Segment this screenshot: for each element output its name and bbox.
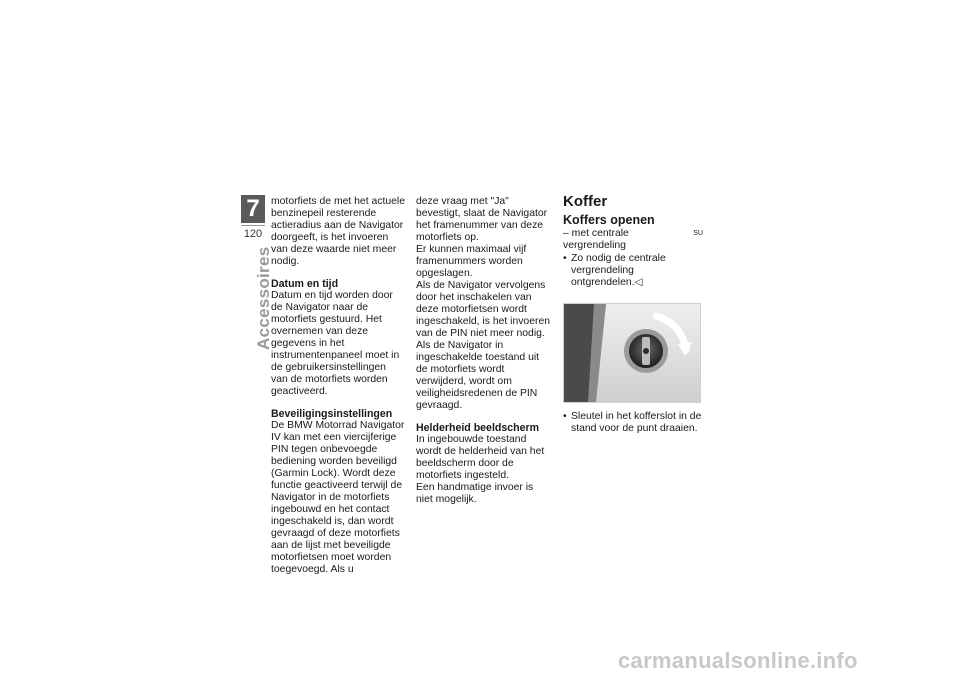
max-paragraph: Er kunnen maximaal vijf framenummers worden opgeslagen. [416, 244, 527, 279]
datum-paragraph: Datum en tijd worden door de Navigator naar de motorfiets gestuurd. Het overnemen van deze gegevens in het instrumentenpaneel moet in de gebruikersinstellingen van de motorfiets worden geactiveerd. [271, 290, 400, 397]
bullet-text: Sleutel in het kofferslot in de stand voor de punt draaien. [571, 411, 702, 434]
subsection-title: Koffers openen [563, 213, 655, 227]
beveiliging-paragraph: De BMW Motorrad Navigator IV kan met een viercijferige PIN tegen onbevoegde bediening worden beveiligd (Garmin Lock). Wordt deze functie geactiveerd terwijl de Navigator in de motorfiets ingebouwd en het contact ingeschakeld is, dan wordt gevraagd of deze motorfiets aan de lijst met beveiligde motorfietsen moet worden toegevoegd. Als u [271, 420, 405, 575]
handmatig-paragraph: Een handmatige invoer is niet mogelijk. [416, 482, 534, 505]
text-column-2 [416, 196, 550, 506]
section-label: Accessoires [254, 246, 273, 350]
section-title: Koffer [563, 193, 608, 210]
text-column-1 [271, 196, 405, 576]
vervolg-paragraph: deze vraag met "Ja" bevestigt, slaat de Navigator het framenummer van deze motorfiets op. [416, 196, 548, 243]
requirement-text: – met centrale vergrendeling [563, 228, 629, 251]
requirement-sup: SU [693, 230, 703, 237]
bullet-icon: • [563, 411, 567, 422]
bullet-text: Zo nodig de centrale vergrendeling ontgrendelen.◁ [571, 253, 666, 288]
helderheid-paragraph: In ingebouwde toestand wordt de helderheid van het beeldscherm door de motorfiets ingesteld. [416, 434, 545, 481]
page-number: 120 [243, 228, 263, 240]
heading-helderheid: Helderheid beeldscherm [416, 422, 540, 434]
intro-paragraph: motorfiets de met het actuele benzinepeil resterende actieradius aan de Navigator doorgeeft, is het invoeren van deze waarde niet meer nodig. [271, 196, 405, 267]
bullet-item [563, 253, 703, 289]
requirement-line [563, 228, 703, 252]
bullet-icon: • [563, 253, 567, 264]
pin-paragraph: Als de Navigator vervolgens door het inschakelen van deze motorfietsen wordt ingeschakeld, is het invoeren van de PIN niet meer nodig. Als de Navigator in ingeschakelde toestand uit de motorfiets wordt verwijderd, wordt om veiligheidsredenen de PIN gevraagd. [416, 280, 551, 411]
chapter-tab [241, 195, 265, 240]
case-lock-photo [563, 303, 701, 403]
bullet-item [563, 411, 703, 435]
text-column-3 [563, 193, 703, 435]
chapter-number: 7 [241, 195, 265, 223]
lock-illustration [564, 304, 700, 402]
watermark: carmanualsonline.info [618, 648, 858, 673]
heading-datum-tijd: Datum en tijd [271, 278, 339, 290]
heading-beveiliging: Beveiligingsinstellingen [271, 408, 393, 420]
chapter-divider [241, 225, 265, 226]
